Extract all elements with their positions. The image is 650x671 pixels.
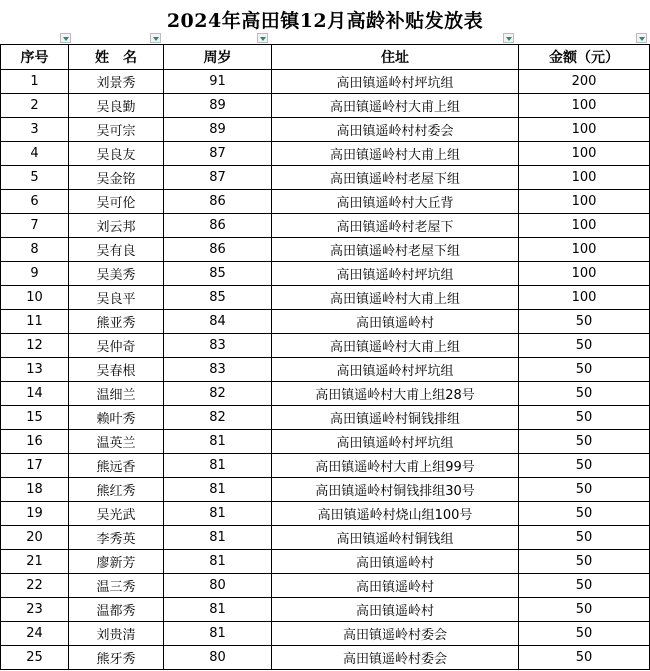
table-row bbox=[1, 334, 650, 358]
cell-address[interactable]: 高田镇遥岭村老屋下 bbox=[272, 214, 519, 238]
cell-name[interactable]: 吴良友 bbox=[69, 142, 164, 166]
cell-address[interactable]: 高田镇遥岭村 bbox=[272, 310, 519, 334]
cell-name[interactable]: 吴可伦 bbox=[69, 190, 164, 214]
table-row bbox=[1, 310, 650, 334]
cell-amount[interactable]: 50 bbox=[519, 406, 650, 430]
cell-name[interactable]: 吴仲奇 bbox=[69, 334, 164, 358]
cell-index[interactable]: 24 bbox=[1, 622, 69, 646]
cell-name[interactable]: 李秀英 bbox=[69, 526, 164, 550]
cell-age[interactable]: 89 bbox=[164, 94, 272, 118]
header-amount[interactable]: 金额（元） bbox=[519, 45, 650, 70]
cell-index[interactable]: 8 bbox=[1, 238, 69, 262]
cell-index[interactable]: 6 bbox=[1, 190, 69, 214]
table-row bbox=[1, 502, 650, 526]
cell-age[interactable]: 86 bbox=[164, 190, 272, 214]
cell-amount[interactable]: 100 bbox=[519, 286, 650, 310]
table-row bbox=[1, 238, 650, 262]
cell-age[interactable]: 81 bbox=[164, 478, 272, 502]
cell-age[interactable]: 87 bbox=[164, 166, 272, 190]
cell-index[interactable]: 15 bbox=[1, 406, 69, 430]
cell-amount[interactable]: 100 bbox=[519, 94, 650, 118]
cell-index[interactable]: 17 bbox=[1, 454, 69, 478]
cell-age[interactable]: 85 bbox=[164, 286, 272, 310]
cell-amount[interactable]: 100 bbox=[519, 238, 650, 262]
cell-index[interactable]: 5 bbox=[1, 166, 69, 190]
cell-age[interactable]: 89 bbox=[164, 118, 272, 142]
sheet-title: 2024年高田镇12月高龄补贴发放表 bbox=[166, 10, 484, 32]
cell-age[interactable]: 81 bbox=[164, 502, 272, 526]
cell-address[interactable]: 高田镇遥岭村铜钱排组 bbox=[272, 406, 519, 430]
cell-amount[interactable]: 100 bbox=[519, 166, 650, 190]
header-row bbox=[1, 45, 650, 70]
cell-amount[interactable]: 50 bbox=[519, 430, 650, 454]
table-row bbox=[1, 574, 650, 598]
cell-index[interactable]: 20 bbox=[1, 526, 69, 550]
cell-address[interactable]: 高田镇遥岭村坪坑组 bbox=[272, 430, 519, 454]
cell-age[interactable]: 83 bbox=[164, 334, 272, 358]
cell-name[interactable]: 赖叶秀 bbox=[69, 406, 164, 430]
cell-index[interactable]: 1 bbox=[1, 70, 69, 94]
cell-age[interactable]: 82 bbox=[164, 406, 272, 430]
cell-name[interactable]: 刘云邦 bbox=[69, 214, 164, 238]
cell-age[interactable]: 81 bbox=[164, 526, 272, 550]
table-row bbox=[1, 94, 650, 118]
cell-amount[interactable]: 50 bbox=[519, 550, 650, 574]
table-row bbox=[1, 190, 650, 214]
table-row bbox=[1, 478, 650, 502]
filter-dropdown-icon[interactable] bbox=[257, 33, 268, 43]
cell-address[interactable]: 高田镇遥岭村坪坑组 bbox=[272, 262, 519, 286]
header-index[interactable]: 序号 bbox=[1, 45, 69, 70]
cell-address[interactable]: 高田镇遥岭村大甫上组 bbox=[272, 286, 519, 310]
table-row bbox=[1, 550, 650, 574]
table-row bbox=[1, 262, 650, 286]
cell-address[interactable]: 高田镇遥岭村大甫上组99号 bbox=[272, 454, 519, 478]
cell-age[interactable]: 86 bbox=[164, 214, 272, 238]
cell-name[interactable]: 温细兰 bbox=[69, 382, 164, 406]
cell-amount[interactable]: 100 bbox=[519, 262, 650, 286]
cell-index[interactable]: 22 bbox=[1, 574, 69, 598]
cell-address[interactable]: 高田镇遥岭村村委会 bbox=[272, 118, 519, 142]
table-row bbox=[1, 622, 650, 646]
cell-age[interactable]: 81 bbox=[164, 550, 272, 574]
cell-index[interactable]: 2 bbox=[1, 94, 69, 118]
cell-address[interactable]: 高田镇遥岭村委会 bbox=[272, 622, 519, 646]
filter-dropdown-icon[interactable] bbox=[60, 33, 71, 43]
filter-dropdown-icon[interactable] bbox=[150, 33, 161, 43]
cell-address[interactable]: 高田镇遥岭村大甫上组28号 bbox=[272, 382, 519, 406]
cell-amount[interactable]: 100 bbox=[519, 190, 650, 214]
cell-amount[interactable]: 50 bbox=[519, 334, 650, 358]
header-address[interactable]: 住址 bbox=[272, 45, 519, 70]
cell-amount[interactable]: 50 bbox=[519, 310, 650, 334]
cell-name[interactable]: 吴可宗 bbox=[69, 118, 164, 142]
cell-age[interactable]: 80 bbox=[164, 574, 272, 598]
cell-name[interactable]: 刘景秀 bbox=[69, 70, 164, 94]
table-row bbox=[1, 118, 650, 142]
header-name[interactable]: 姓 名 bbox=[69, 45, 164, 70]
cell-age[interactable]: 81 bbox=[164, 622, 272, 646]
table-row bbox=[1, 406, 650, 430]
cell-amount[interactable]: 200 bbox=[519, 70, 650, 94]
cell-amount[interactable]: 50 bbox=[519, 454, 650, 478]
cell-address[interactable]: 高田镇遥岭村委会 bbox=[272, 646, 519, 670]
cell-index[interactable]: 10 bbox=[1, 286, 69, 310]
cell-index[interactable]: 9 bbox=[1, 262, 69, 286]
cell-address[interactable]: 高田镇遥岭村老屋下组 bbox=[272, 166, 519, 190]
table-row bbox=[1, 526, 650, 550]
cell-age[interactable]: 87 bbox=[164, 142, 272, 166]
cell-amount[interactable]: 50 bbox=[519, 622, 650, 646]
table-row bbox=[1, 358, 650, 382]
cell-name[interactable]: 吴良平 bbox=[69, 286, 164, 310]
filter-dropdown-icon[interactable] bbox=[636, 33, 647, 43]
cell-index[interactable]: 11 bbox=[1, 310, 69, 334]
table-row bbox=[1, 142, 650, 166]
cell-name[interactable]: 吴光武 bbox=[69, 502, 164, 526]
cell-amount[interactable]: 50 bbox=[519, 358, 650, 382]
cell-amount[interactable]: 50 bbox=[519, 502, 650, 526]
cell-index[interactable]: 12 bbox=[1, 334, 69, 358]
cell-amount[interactable]: 50 bbox=[519, 574, 650, 598]
table-row bbox=[1, 382, 650, 406]
cell-name[interactable]: 吴良勤 bbox=[69, 94, 164, 118]
cell-address[interactable]: 高田镇遥岭村 bbox=[272, 598, 519, 622]
table-row bbox=[1, 430, 650, 454]
cell-address[interactable]: 高田镇遥岭村大甫上组 bbox=[272, 334, 519, 358]
cell-address[interactable]: 高田镇遥岭村老屋下组 bbox=[272, 238, 519, 262]
cell-age[interactable]: 91 bbox=[164, 70, 272, 94]
cell-name[interactable]: 吴春根 bbox=[69, 358, 164, 382]
cell-amount[interactable]: 50 bbox=[519, 646, 650, 670]
cell-index[interactable]: 4 bbox=[1, 142, 69, 166]
cell-address[interactable]: 高田镇遥岭村铜钱排组30号 bbox=[272, 478, 519, 502]
cell-age[interactable]: 81 bbox=[164, 430, 272, 454]
cell-age[interactable]: 85 bbox=[164, 262, 272, 286]
cell-name[interactable]: 吴有良 bbox=[69, 238, 164, 262]
cell-amount[interactable]: 50 bbox=[519, 598, 650, 622]
cell-name[interactable]: 熊牙秀 bbox=[69, 646, 164, 670]
cell-index[interactable]: 3 bbox=[1, 118, 69, 142]
cell-address[interactable]: 高田镇遥岭村大甫上组 bbox=[272, 142, 519, 166]
cell-name[interactable]: 熊远香 bbox=[69, 454, 164, 478]
cell-index[interactable]: 19 bbox=[1, 502, 69, 526]
cell-amount[interactable]: 50 bbox=[519, 478, 650, 502]
table-row bbox=[1, 598, 650, 622]
cell-address[interactable]: 高田镇遥岭村坪坑组 bbox=[272, 70, 519, 94]
table-row bbox=[1, 286, 650, 310]
cell-index[interactable]: 7 bbox=[1, 214, 69, 238]
cell-age[interactable]: 86 bbox=[164, 238, 272, 262]
table-row bbox=[1, 166, 650, 190]
cell-name[interactable]: 廖新芳 bbox=[69, 550, 164, 574]
cell-address[interactable]: 高田镇遥岭村大甫上组 bbox=[272, 94, 519, 118]
cell-address[interactable]: 高田镇遥岭村坪坑组 bbox=[272, 358, 519, 382]
table-row bbox=[1, 70, 650, 94]
filter-dropdown-icon[interactable] bbox=[503, 33, 514, 43]
cell-amount[interactable]: 100 bbox=[519, 214, 650, 238]
cell-index[interactable]: 18 bbox=[1, 478, 69, 502]
cell-age[interactable]: 81 bbox=[164, 454, 272, 478]
cell-address[interactable]: 高田镇遥岭村铜钱组 bbox=[272, 526, 519, 550]
cell-name[interactable]: 温三秀 bbox=[69, 574, 164, 598]
cell-index[interactable]: 23 bbox=[1, 598, 69, 622]
cell-age[interactable]: 84 bbox=[164, 310, 272, 334]
cell-name[interactable]: 温英兰 bbox=[69, 430, 164, 454]
cell-age[interactable]: 80 bbox=[164, 646, 272, 670]
cell-age[interactable]: 81 bbox=[164, 598, 272, 622]
cell-amount[interactable]: 100 bbox=[519, 142, 650, 166]
cell-address[interactable]: 高田镇遥岭村 bbox=[272, 550, 519, 574]
cell-amount[interactable]: 50 bbox=[519, 526, 650, 550]
table-row bbox=[1, 646, 650, 670]
cell-address[interactable]: 高田镇遥岭村 bbox=[272, 574, 519, 598]
cell-address[interactable]: 高田镇遥岭村烧山组100号 bbox=[272, 502, 519, 526]
table-row bbox=[1, 214, 650, 238]
title-row bbox=[0, 0, 650, 44]
cell-name[interactable]: 温都秀 bbox=[69, 598, 164, 622]
cell-name[interactable]: 熊红秀 bbox=[69, 478, 164, 502]
table-row bbox=[1, 454, 650, 478]
cell-index[interactable]: 16 bbox=[1, 430, 69, 454]
cell-index[interactable]: 14 bbox=[1, 382, 69, 406]
cell-index[interactable]: 25 bbox=[1, 646, 69, 670]
cell-name[interactable]: 吴金铭 bbox=[69, 166, 164, 190]
cell-age[interactable]: 82 bbox=[164, 382, 272, 406]
cell-age[interactable]: 83 bbox=[164, 358, 272, 382]
header-age[interactable]: 周岁 bbox=[164, 45, 272, 70]
cell-name[interactable]: 吴美秀 bbox=[69, 262, 164, 286]
cell-amount[interactable]: 50 bbox=[519, 382, 650, 406]
cell-index[interactable]: 21 bbox=[1, 550, 69, 574]
cell-index[interactable]: 13 bbox=[1, 358, 69, 382]
cell-amount[interactable]: 100 bbox=[519, 118, 650, 142]
cell-address[interactable]: 高田镇遥岭村大丘背 bbox=[272, 190, 519, 214]
cell-name[interactable]: 刘贵清 bbox=[69, 622, 164, 646]
cell-name[interactable]: 熊亚秀 bbox=[69, 310, 164, 334]
subsidy-table bbox=[0, 44, 650, 670]
